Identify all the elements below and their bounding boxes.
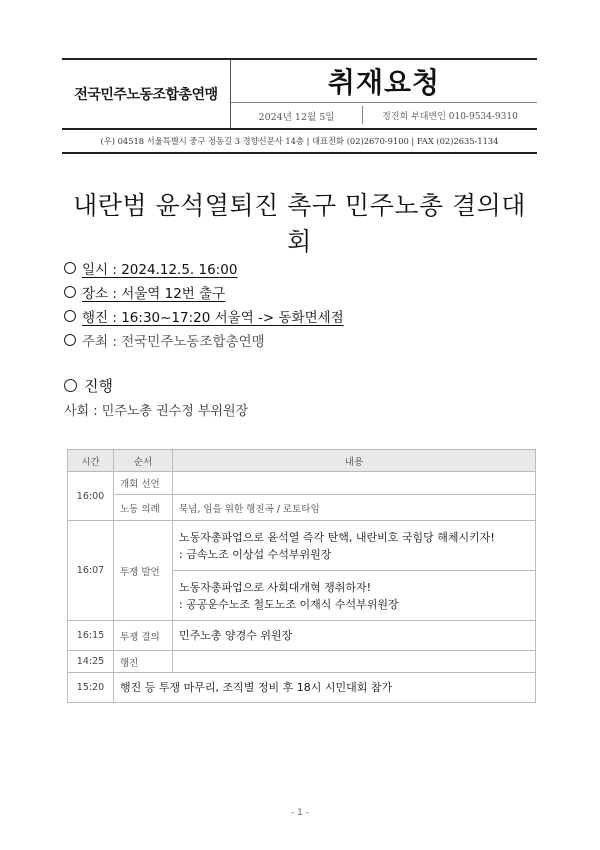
header-rule-2 bbox=[62, 128, 537, 130]
header-date: 2024년 12월 5일 bbox=[258, 111, 335, 123]
info-host bbox=[64, 328, 544, 352]
column-header-content: 내용 bbox=[173, 450, 536, 472]
header-title: 취재요청 bbox=[327, 66, 441, 99]
page-number: - 1 - bbox=[291, 808, 309, 818]
info-march bbox=[64, 304, 544, 328]
speech-title: 노동자총파업으로 윤석열 즉각 탄핵, 내란비호 국힘당 해체시키자! bbox=[179, 530, 495, 544]
program-heading-text: 진행 bbox=[84, 376, 113, 395]
event-info bbox=[64, 256, 544, 352]
circle-bullet-icon bbox=[64, 262, 76, 274]
header-rule-3 bbox=[62, 152, 537, 154]
speech-speaker: : 금속노조 이상섭 수석부위원장 bbox=[179, 547, 332, 561]
circle-bullet-icon bbox=[64, 379, 77, 392]
speech-speaker: : 공공운수노조 철도노조 이재식 수석부위원장 bbox=[179, 597, 399, 611]
cell-order: 행진 bbox=[114, 651, 173, 673]
header-contact: 정진희 부대변인 010-9534-9310 bbox=[382, 112, 518, 122]
cell-time: 16:00 bbox=[68, 472, 114, 521]
program-heading bbox=[64, 372, 544, 398]
page-title: 내란범 윤석열퇴진 촉구 민주노총 결의대회 bbox=[73, 191, 526, 256]
info-datetime bbox=[64, 256, 544, 280]
table-row bbox=[68, 495, 536, 521]
cell-content bbox=[173, 651, 536, 673]
cell-content bbox=[173, 472, 536, 495]
table-row bbox=[68, 651, 536, 673]
header-org-name: 전국민주노동조합총연맹 bbox=[74, 87, 218, 103]
cell-time: 14:25 bbox=[68, 651, 114, 673]
circle-bullet-icon bbox=[64, 334, 76, 346]
table-row bbox=[68, 673, 536, 703]
cell-content bbox=[173, 571, 536, 621]
cell-content: 민주노총 양경수 위원장 bbox=[173, 621, 536, 651]
cell-content: 묵념, 임을 위한 행진곡 / 로토타임 bbox=[173, 495, 536, 521]
table-row bbox=[68, 472, 536, 495]
header-address: (우) 04518 서울특별시 중구 정동길 3 경향신문사 14층 | 대표전화 (02)2670-9100 | FAX (02)2635-1134 bbox=[100, 136, 499, 146]
info-place-text: 장소 : 서울역 12번 출구 bbox=[82, 286, 226, 302]
speech-title: 노동자총파업으로 사회대개혁 쟁취하자! bbox=[179, 580, 372, 594]
circle-bullet-icon bbox=[64, 286, 76, 298]
press-header bbox=[62, 58, 537, 154]
column-header-order: 순서 bbox=[114, 450, 173, 472]
circle-bullet-icon bbox=[64, 310, 76, 322]
table-row bbox=[68, 621, 536, 651]
cell-order: 노동 의례 bbox=[114, 495, 173, 521]
cell-time: 16:07 bbox=[68, 521, 114, 621]
program-mc: 사회 : 민주노총 권수정 부위원장 bbox=[64, 403, 249, 419]
info-march-text: 행진 : 16:30~17:20 서울역 -> 동화면세점 bbox=[82, 310, 344, 326]
cell-order: 개회 선언 bbox=[114, 472, 173, 495]
table-row bbox=[68, 521, 536, 571]
column-header-time: 시간 bbox=[68, 450, 114, 472]
cell-order: 투쟁 발언 bbox=[114, 521, 173, 621]
cell-order: 투쟁 결의 bbox=[114, 621, 173, 651]
info-datetime-text: 일시 : 2024.12.5. 16:00 bbox=[82, 262, 238, 278]
table-header-row bbox=[68, 450, 536, 472]
schedule-table bbox=[67, 449, 536, 703]
cell-time: 16:15 bbox=[68, 621, 114, 651]
cell-content bbox=[173, 521, 536, 571]
program-section bbox=[64, 372, 544, 420]
cell-time: 15:20 bbox=[68, 673, 114, 703]
info-host-text: 주최 : 전국민주노동조합총연맹 bbox=[82, 334, 265, 350]
info-place bbox=[64, 280, 544, 304]
cell-content: 행진 등 투쟁 마무리, 조직별 정비 후 18시 시민대회 참가 bbox=[114, 673, 536, 703]
